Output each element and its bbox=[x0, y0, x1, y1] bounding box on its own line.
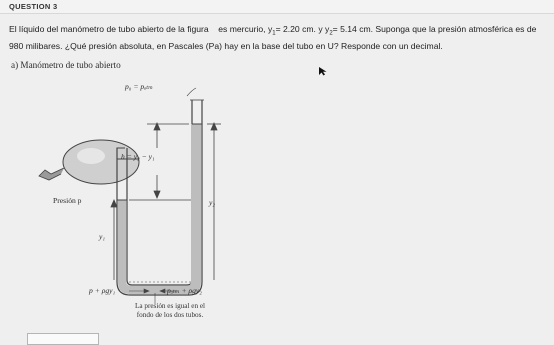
p0-label: p₀ = pₐₜₘ bbox=[125, 82, 153, 91]
answer-input[interactable] bbox=[27, 333, 99, 345]
y1-value: = 2.20 cm. y bbox=[275, 24, 323, 34]
y2-value: = 5.14 cm. Suponga que la presión atmosférica es de bbox=[332, 24, 537, 34]
question-header bbox=[0, 0, 554, 14]
y1-symbol: $y_1$ bbox=[267, 24, 276, 37]
figure-title: a) Manómetro de tubo abierto bbox=[11, 60, 121, 70]
y1-arrow bbox=[111, 200, 117, 280]
y2-symbol: $y_2$ bbox=[325, 24, 333, 37]
figure-caption: La presión es igual en el fondo de los dos tubos. bbox=[134, 302, 206, 319]
question-line1-a: El líquido del manómetro de tubo abierto de la figura bbox=[9, 24, 209, 34]
left-bottom-label: p + ρgy₁ bbox=[89, 286, 116, 295]
h-label: h = y₂ − y₁ bbox=[121, 152, 155, 161]
manometer-figure bbox=[9, 60, 339, 326]
right-bottom-label: pₐₜₘ + ρgy₂ bbox=[167, 286, 202, 295]
gas-tank bbox=[39, 140, 139, 184]
question-text bbox=[9, 23, 549, 52]
mouse-cursor-icon bbox=[318, 66, 328, 76]
question-line1-b: es mercurio, bbox=[218, 24, 266, 34]
question-line2: 980 milibares. ¿Qué presión absoluta, en Pascales (Pa) hay en la base del tubo en U? Responde con un decimal. bbox=[9, 40, 443, 51]
question-label: QUESTION 3 bbox=[9, 2, 58, 11]
y2-label: y₂ bbox=[209, 198, 216, 207]
y1-label: y₁ bbox=[99, 232, 106, 241]
pressure-label: Presión p bbox=[53, 196, 82, 205]
